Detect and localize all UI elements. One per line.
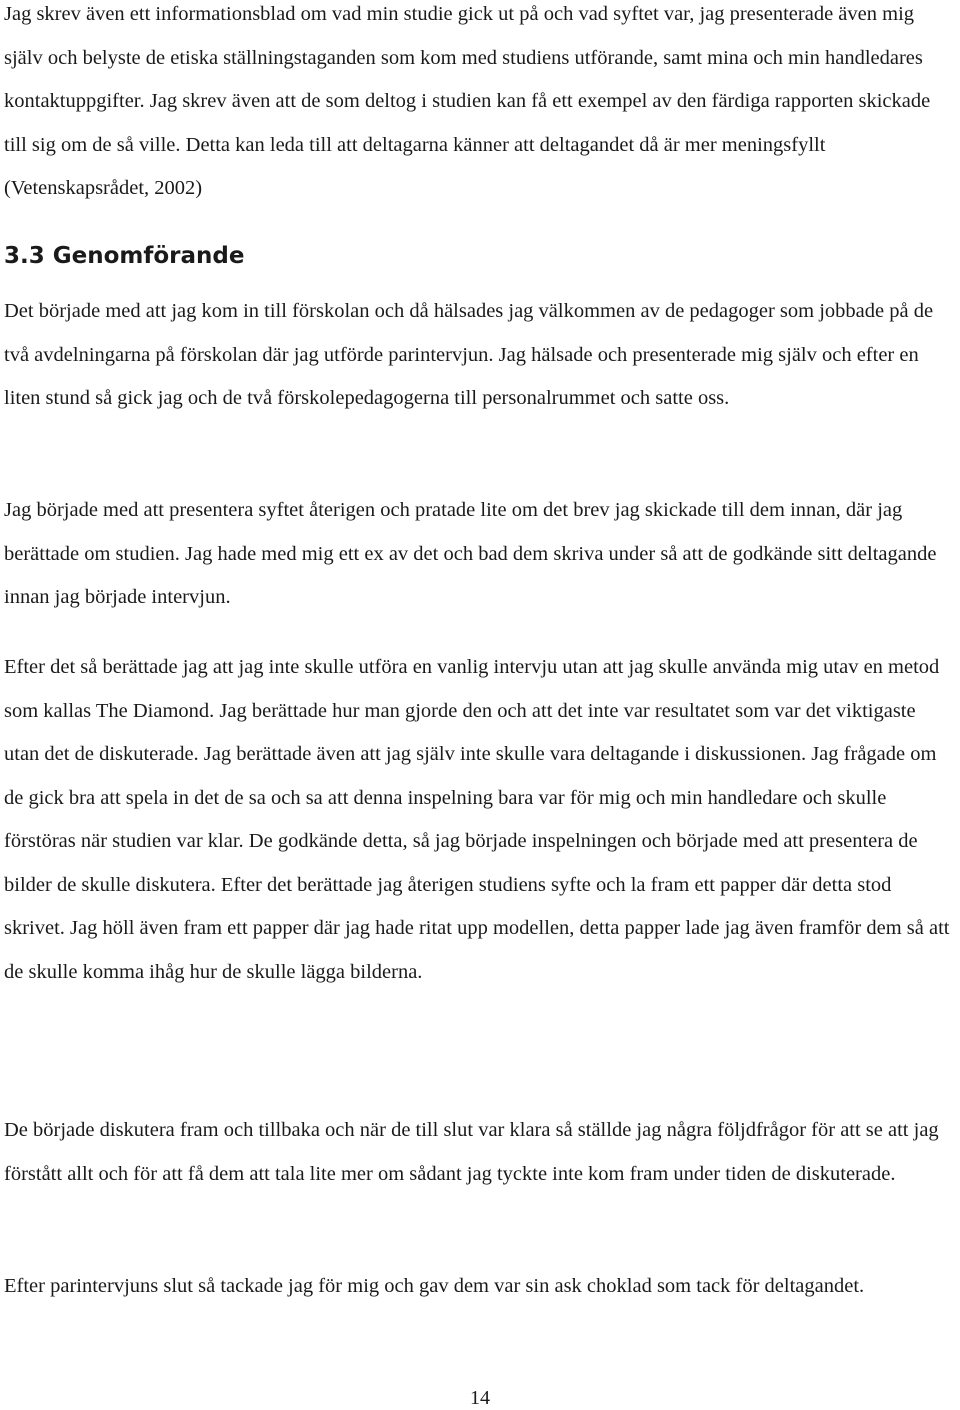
paragraph-ethics-info: Jag skrev även ett informationsblad om vad min studie gick ut på och vad syftet var, jag presenterade även mig själv och belyste de etiska ställningstaganden som kom med studiens utförande, samt mina och min handledares kontaktuppgifter. Jag skrev även att de som deltog i studien kan få ett exempel av den färdiga rapporten skickade till sig om de så ville. Detta kan leda till att deltagarna känner att deltagandet då är mer meningsfyllt (Vetenskapsrådet, 2002) xyxy=(4,3,931,199)
paragraph-discussion: De började diskutera fram och tillbaka och när de till slut var klara så ställde jag några följdfrågor för att se att jag förstått allt och för att få dem att tala lite mer om sådant jag tyckte inte kom fram under tiden de diskuterade. xyxy=(4,1119,939,1185)
section-heading: 3.3 Genomförande xyxy=(4,243,245,269)
paragraph-presentation: Jag började med att presentera syftet återigen och pratade lite om det brev jag skickade till dem innan, där jag berättade om studien. Jag hade med mig ett ex av det och bad dem skriva under så att de godkände sitt deltagande innan jag började intervjun. xyxy=(4,499,937,608)
page-number: 14 xyxy=(470,1387,490,1409)
paragraph-arrival: Det började med att jag kom in till förskolan och då hälsades jag välkommen av de pedagoger som jobbade på de två avdelningarna på förskolan där jag utförde parintervjun. Jag hälsade och presenterade mig själv och efter en liten stund så gick jag och de två förskolepedagogerna till personalrummet och satte oss. xyxy=(4,300,934,409)
paragraph-closing: Efter parintervjuns slut så tackade jag för mig och gav dem var sin ask choklad som tack för deltagandet. xyxy=(4,1275,865,1297)
paragraph-method-diamond: Efter det så berättade jag att jag inte skulle utföra en vanlig intervju utan att jag skulle använda mig utav en metod som kallas The Diamond. Jag berättade hur man gjorde den och att det inte var resultatet som var det viktigaste utan det de diskuterade. Jag berättade även att jag själv inte skulle vara deltagande i diskussionen. Jag frågade om de gick bra att spela in det de sa och sa att denna inspelning bara var för mig och min handledare och skulle förstöras när studien var klar. De godkände detta, så jag började inspelningen och började med att presentera de bilder de skulle diskutera. Efter det berättade jag återigen studiens syfte och la fram ett papper där detta stod skrivet. Jag höll även fram ett papper där jag hade ritat upp modellen, detta papper lade jag även framför dem så att de skulle komma ihåg hur de skulle lägga bilderna. xyxy=(4,656,950,983)
